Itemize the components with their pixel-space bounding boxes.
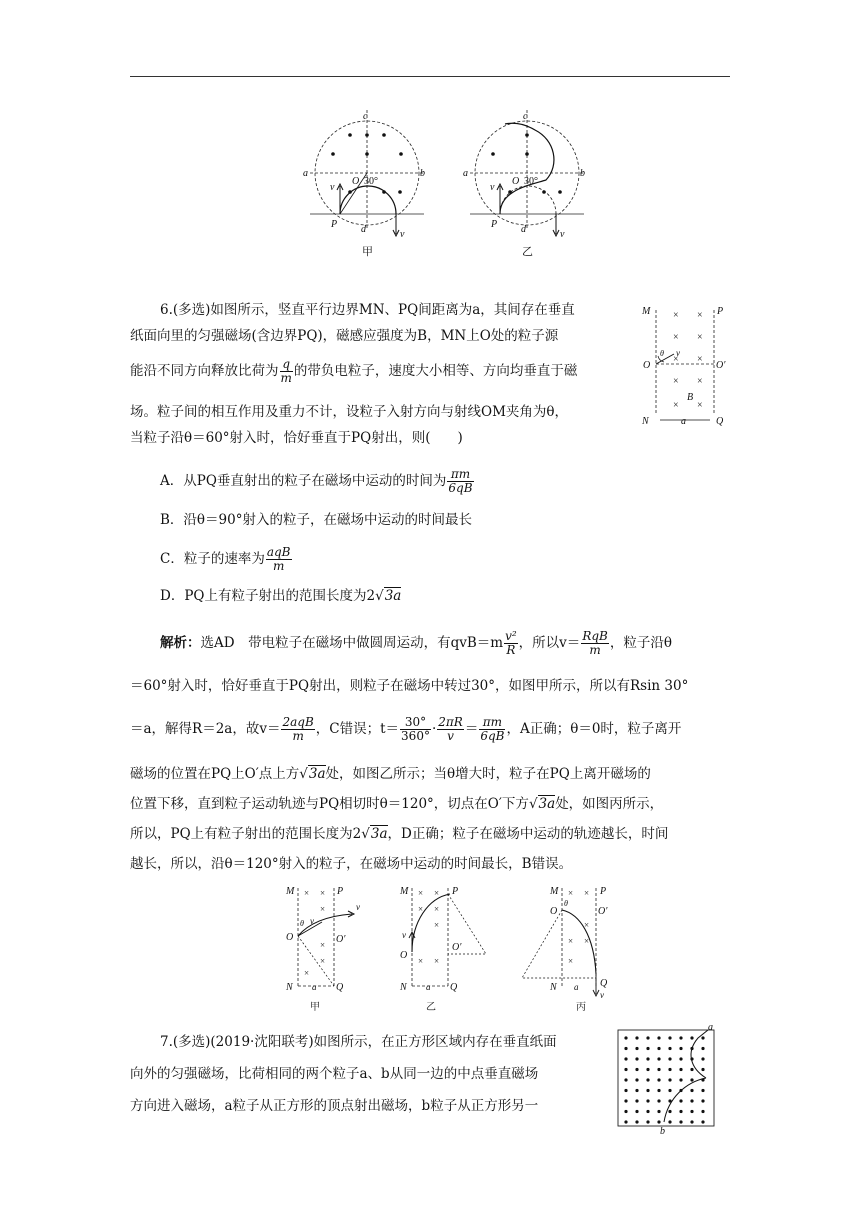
option-a-text: A．从PQ垂直射出的粒子在磁场中运动的时间为 [160,473,447,489]
field-dot [635,1089,638,1092]
svg-text:×: × [697,354,703,365]
field-dot [657,1036,660,1039]
fig-label: a [463,168,468,179]
field-dot [668,1036,671,1039]
q6-line-1: 6.(多选)如图所示，竖直平行边界MN、PQ间距离为a，其间存在垂直 [160,302,575,318]
solution-text: 选AD 带电粒子在磁场中做圆周运动，有qvB＝m [200,635,504,651]
fig-label: M [286,886,295,897]
field-dot [657,1099,660,1102]
fig-label: a [681,416,686,427]
fraction: $\frac{\text{aqB}}{m}$ [266,545,291,573]
solution-text: ，C错误；t＝ [315,721,400,737]
svg-text:×: × [673,376,679,387]
fig-label: P [331,219,338,230]
field-dot [679,1047,682,1050]
fig-label: b [420,168,425,179]
svg-text:×: × [584,936,590,946]
fig-label: v [330,182,335,193]
fig-label: O′ [598,906,608,917]
solution-text: ，所以v＝ [518,635,581,651]
fig-label: v [676,348,680,358]
solution-text: 位置下移，直到粒子运动轨迹与PQ相切时θ＝120°，切点在O′下方 [130,796,529,812]
field-dot [635,1057,638,1060]
field-dot [668,1047,671,1050]
figure-caption: 甲 [362,246,373,258]
svg-text:×: × [568,936,574,946]
svg-text:×: × [304,888,310,898]
solution-line-5: 位置下移，直到粒子运动轨迹与PQ相切时θ＝120°，切点在O′下方√3a处，如图丙所示， [130,796,664,812]
field-dot [668,1110,671,1113]
field-dot [657,1068,660,1071]
field-dot [657,1047,660,1050]
field-dot [701,1036,704,1039]
field-dot [657,1057,660,1060]
field-dot [668,1068,671,1071]
svg-text:×: × [584,920,590,930]
solution-line-1 [160,630,672,657]
field-dot [635,1036,638,1039]
figure-caption: 乙 [426,1002,436,1013]
q6-line-3a: 能沿不同方向释放比荷为 [130,363,279,379]
fig-label: v [400,229,405,240]
figure-q6-field [640,302,730,430]
field-dot [646,1120,649,1123]
fig-label: v [560,229,565,240]
svg-text:×: × [418,888,424,898]
q6-line-4: 场。粒子间的相互作用及重力不计，设粒子入射方向与射线OM夹角为θ， [130,404,569,420]
field-dot [646,1047,649,1050]
svg-text:×: × [304,968,310,978]
solution-text: 处，如图丙所示， [555,796,664,812]
field-dot [635,1047,638,1050]
field-dot [690,1120,693,1123]
solution-line-3 [130,716,681,743]
field-dot [679,1110,682,1113]
fig-label: O [643,360,651,371]
svg-text:×: × [673,354,679,365]
field-dot [624,1089,627,1092]
svg-text:×: × [568,888,574,898]
fig-label: c [363,111,368,122]
field-dot [668,1057,671,1060]
field-dot [657,1089,660,1092]
figure-caption: 甲 [310,1002,320,1013]
option-d: D．PQ上有粒子射出的范围长度为2√3a [160,588,402,604]
svg-text:×: × [434,904,440,914]
svg-text:×: × [697,310,703,321]
fraction: $\frac{\text{RqB}}{m}$ [582,629,608,657]
field-dot [624,1078,627,1081]
field-dot [646,1057,649,1060]
field-dot [624,1036,627,1039]
fig-label: Q [450,982,458,993]
fig-label: v [310,916,314,926]
fraction: $\frac{q}{m}$ [280,357,292,385]
fig-label: 30° [364,176,378,187]
q6-line-2: 纸面向里的匀强磁场(含边界PQ)，磁感应强度为B，MN上O处的粒子源 [130,328,559,344]
q7-line-3: 方向进入磁场，a粒子从正方形的顶点射出磁场，b粒子从正方形另一 [130,1098,539,1114]
fraction: $\frac{2\pi R}{v}$ [438,715,463,743]
fig-label: N [550,982,557,993]
fig-label: a [426,982,431,992]
field-dot [668,1089,671,1092]
q6-line-3 [130,358,577,385]
field-dot [701,1068,704,1071]
fraction: $\frac{\pi m}{6qB}$ [480,715,505,743]
field-dot [690,1068,693,1071]
solution-text: 磁场的位置在PQ上O′点上方 [130,766,300,782]
solution-line-6: 所以，PQ上有粒子射出的范围长度为2√3a，D正确；粒子在磁场中运动的轨迹越长，时间 [130,826,669,842]
fig-label: P [452,886,459,897]
solution-line-2: ＝60°射入时，恰好垂直于PQ射出，则粒子在磁场中转过30°，如图甲所示，所以有Rsin 30° [130,678,689,694]
field-dot [635,1120,638,1123]
field-dot [635,1099,638,1102]
field-dot [646,1110,649,1113]
fig-label: O′ [452,942,462,953]
solution-line-7: 越长，所以，沿θ＝120°射入的粒子，在磁场中运动的时间最长，B错误。 [130,856,573,872]
fig-label: b [660,1126,665,1137]
fig-label: Q [716,416,724,427]
svg-text:×: × [673,332,679,343]
field-dot [624,1047,627,1050]
solution-text: 所以，PQ上有粒子射出的范围长度为2 [130,826,362,842]
field-dot [635,1078,638,1081]
option-b: B．沿θ＝90°射入的粒子，在磁场中运动的时间最长 [160,512,472,528]
solution-text: · [431,721,437,737]
svg-text:×: × [697,400,703,411]
field-dot [701,1099,704,1102]
field-dot [668,1120,671,1123]
field-dot [701,1047,704,1050]
option-d-text: D．PQ上有粒子射出的范围长度为2 [160,588,376,604]
svg-text:×: × [418,956,424,966]
svg-text:×: × [673,400,679,411]
svg-text:×: × [697,332,703,343]
svg-text:×: × [434,956,440,966]
field-dot [679,1068,682,1071]
field-dot [657,1078,660,1081]
svg-text:×: × [568,956,574,966]
svg-text:×: × [418,904,424,914]
field-dot [624,1110,627,1113]
option-c [160,546,293,573]
fraction: $\frac{\text{2aqB}}{m}$ [282,715,314,743]
solution-line-4: 磁场的位置在PQ上O′点上方√3a处，如图乙所示；当θ增大时，粒子在PQ上离开磁场的 [130,766,651,782]
fig-label: a [574,982,579,992]
solution-text: ，D正确；粒子在磁场中运动的轨迹越长，时间 [387,826,669,842]
field-dot [679,1057,682,1060]
field-dot [679,1036,682,1039]
field-dot [646,1068,649,1071]
figure-solution-1 [282,882,372,1014]
fig-label: θ [660,349,664,358]
fig-label: P [491,219,498,230]
q6-line-5: 当粒子沿θ＝60°射入时，恰好垂直于PQ射出，则( ) [130,430,463,446]
fig-label: a [303,168,308,179]
field-dot [646,1099,649,1102]
fig-label: O [512,176,520,187]
sqrt-term: 3a [370,826,388,842]
fig-label: d [361,224,366,235]
fig-label: N [286,982,293,993]
q7-line-1: 7.(多选)(2019·沈阳联考)如图所示，在正方形区域内存在垂直纸面 [160,1034,557,1050]
figure-top-right [460,110,590,258]
field-dot [679,1120,682,1123]
fraction: $\frac{30^\circ}{360^\circ}$ [401,715,430,743]
fig-label: M [400,886,409,897]
figure-top-left [300,110,430,258]
field-dot [679,1099,682,1102]
field-dot [701,1057,704,1060]
field-dot [624,1057,627,1060]
figure-solution-3 [516,882,616,1014]
figure-caption: 乙 [522,246,533,258]
solution-text: 处，如图乙所示；当θ增大时，粒子在PQ上离开磁场的 [325,766,651,782]
field-dot [690,1099,693,1102]
fig-label: O′ [336,934,346,945]
solution-text: ＝a，解得R＝2a，故v＝ [130,721,281,737]
fig-label: c [523,111,528,122]
fig-label: N [400,982,407,993]
fig-label: θ [564,899,568,908]
solution-text: ＝ [464,721,479,737]
svg-text:×: × [434,888,440,898]
figure-solution-2 [396,882,496,1014]
fig-label: P [600,886,607,897]
fig-label: 30° [524,176,538,187]
field-dot [701,1120,704,1123]
fig-label: O [400,950,408,961]
fig-label: M [550,886,559,897]
fig-label: v [490,182,495,193]
fig-label: O′ [716,360,726,371]
field-dot [690,1036,693,1039]
fig-label: d [521,224,526,235]
fraction: $\frac{\pi m}{6qB}$ [448,467,473,495]
fig-label: v [402,930,406,940]
fig-label: v [356,902,360,912]
option-a [160,468,475,495]
fraction: $\frac{\text{v²}}{R}$ [505,629,517,657]
fig-label: Q [336,982,344,993]
q7-line-2: 向外的匀强磁场，比荷相同的两个粒子a、b从同一边的中点垂直磁场 [130,1066,539,1082]
field-dot [646,1036,649,1039]
field-dot [690,1110,693,1113]
field-dot [679,1078,682,1081]
field-dot [701,1089,704,1092]
fig-label: P [337,886,344,897]
fig-label: a [312,982,317,992]
solution-head: 解析： [160,635,201,651]
fig-label: O [352,176,360,187]
field-dot [690,1078,693,1081]
svg-text:×: × [320,940,326,950]
fig-label: P [717,306,724,317]
field-dot [668,1078,671,1081]
header-rule [130,76,730,77]
field-dot [635,1068,638,1071]
option-c-text: C．粒子的速率为 [160,551,265,567]
sqrt-term: 3a [308,766,326,782]
field-dot [624,1099,627,1102]
field-dot [657,1120,660,1123]
sqrt-term: 3a [538,796,556,812]
fig-label: O [286,932,294,943]
svg-text:×: × [320,888,326,898]
fig-label: O [550,906,558,917]
field-dot [646,1078,649,1081]
field-dot [624,1120,627,1123]
fig-label: b [580,168,585,179]
sqrt-term: 3a [384,588,402,604]
svg-text:×: × [434,920,440,930]
fig-label: a [708,1022,713,1033]
solution-text: ，粒子沿θ [609,635,672,651]
field-dot [646,1089,649,1092]
field-dot [657,1110,660,1113]
field-dot [624,1068,627,1071]
q6-line-3b: 的带负电粒子，速度大小相等、方向均垂直于磁 [293,363,578,379]
fig-label: Q [600,978,608,989]
fig-label: v [600,990,604,1000]
fig-label: N [642,416,649,427]
figure-q7-square [612,1022,722,1137]
svg-text:×: × [320,904,326,914]
svg-text:×: × [673,310,679,321]
field-dot [701,1110,704,1113]
field-dot [690,1089,693,1092]
svg-text:×: × [320,956,326,966]
solution-text: ，A正确；θ＝0时，粒子离开 [506,721,682,737]
fig-label: B [687,392,694,403]
svg-text:×: × [697,376,703,387]
field-dot [635,1110,638,1113]
fig-label: θ [300,919,304,928]
fig-label: M [642,306,651,317]
figure-caption: 丙 [576,1002,586,1013]
svg-text:×: × [584,888,590,898]
